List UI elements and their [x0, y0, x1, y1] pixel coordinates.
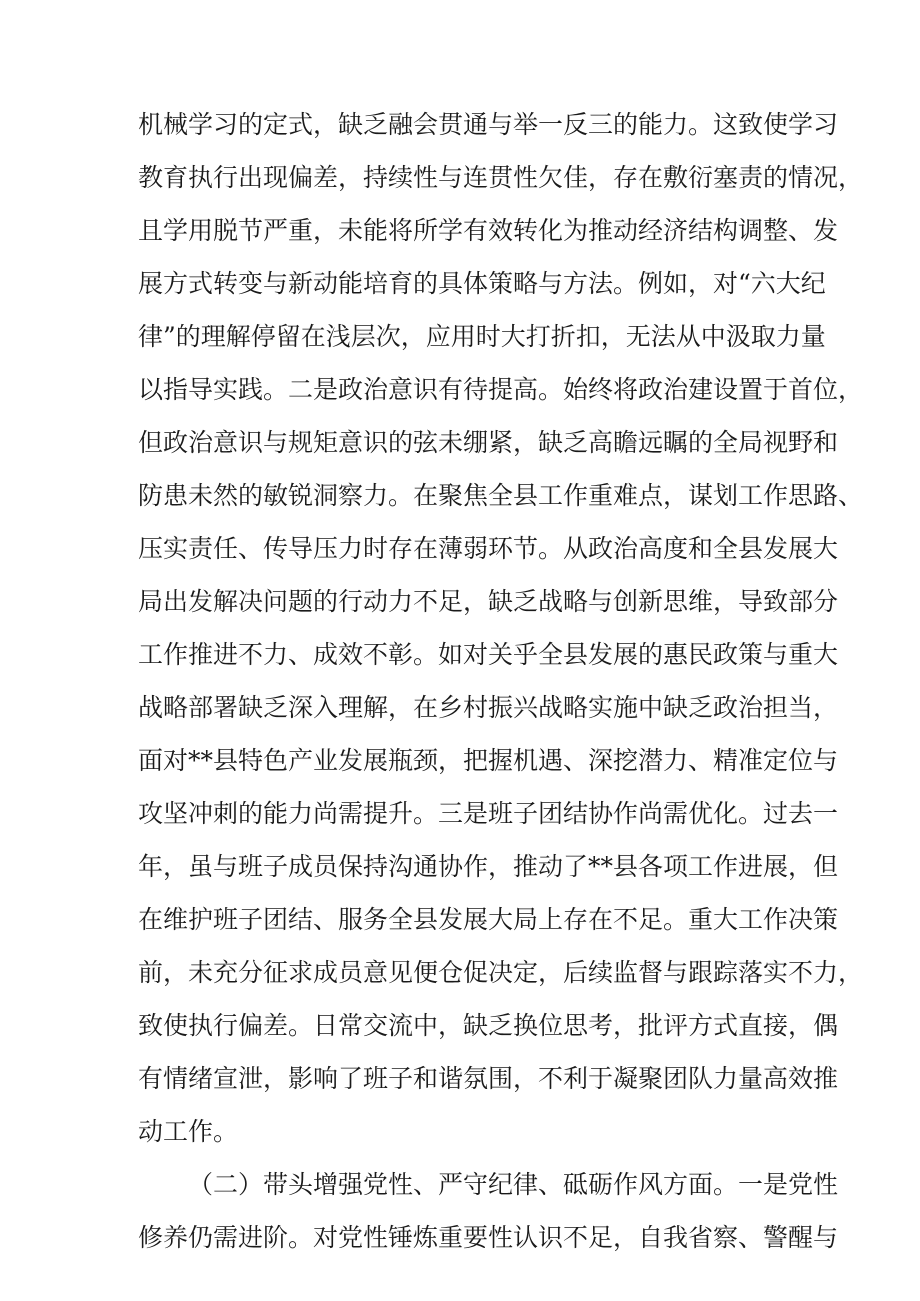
text-line-16: 在维护班子团结、服务全县发展大局上存在不足。重大工作决策	[138, 905, 839, 934]
section-heading-line: （二）带头增强党性、严守纪律、砥砺作风方面。一是党性	[188, 1170, 839, 1199]
text-line-18: 致使执行偏差。日常交流中，缺乏换位思考，批评方式直接，偶	[138, 1011, 839, 1040]
text-line-9: 压实责任、传导压力时存在薄弱环节。从政治高度和全县发展大	[138, 534, 839, 563]
text-line-12: 战略部署缺乏深入理解，在乡村振兴战略实施中缺乏政治担当，	[138, 693, 839, 722]
text-line-4: 展方式转变与新动能培育的具体策略与方法。例如，对“六大纪	[138, 269, 826, 298]
text-line-3: 且学用脱节严重，未能将所学有效转化为推动经济结构调整、发	[138, 216, 839, 245]
text-line-15: 年，虽与班子成员保持沟通协作，推动了**县各项工作进展，但	[138, 852, 839, 881]
text-line-5: 律”的理解停留在浅层次，应用时大打折扣，无法从中汲取力量	[138, 322, 826, 351]
text-line-22: 修养仍需进阶。对党性锤炼重要性认识不足，自我省察、警醒与	[138, 1223, 839, 1252]
text-line-14: 攻坚冲刺的能力尚需提升。三是班子团结协作尚需优化。过去一	[138, 799, 839, 828]
text-line-19: 有情绪宣泄，影响了班子和谐氛围，不利于凝聚团队力量高效推	[138, 1064, 839, 1093]
text-line-7: 但政治意识与规矩意识的弦未绷紧，缺乏高瞻远瞩的全局视野和	[138, 428, 839, 457]
text-line-1: 机械学习的定式，缺乏融会贯通与举一反三的能力。这致使学习	[138, 110, 839, 139]
text-line-8: 防患未然的敏锐洞察力。在聚焦全县工作重难点，谋划工作思路、	[138, 481, 864, 510]
text-line-11: 工作推进不力、成效不彰。如对关乎全县发展的惠民政策与重大	[138, 640, 839, 669]
text-line-13: 面对**县特色产业发展瓶颈，把握机遇、深挖潜力、精准定位与	[138, 746, 839, 775]
text-line-2: 教育执行出现偏差，持续性与连贯性欠佳，存在敷衍塞责的情况，	[138, 163, 864, 192]
text-line-10: 局出发解决问题的行动力不足，缺乏战略与创新思维，导致部分	[138, 587, 839, 616]
text-line-6: 以指导实践。二是政治意识有待提高。始终将政治建设置于首位，	[138, 375, 864, 404]
text-line-17: 前，未充分征求成员意见便仓促决定，后续监督与跟踪落实不力，	[138, 958, 864, 987]
text-line-20: 动工作。	[138, 1117, 239, 1146]
